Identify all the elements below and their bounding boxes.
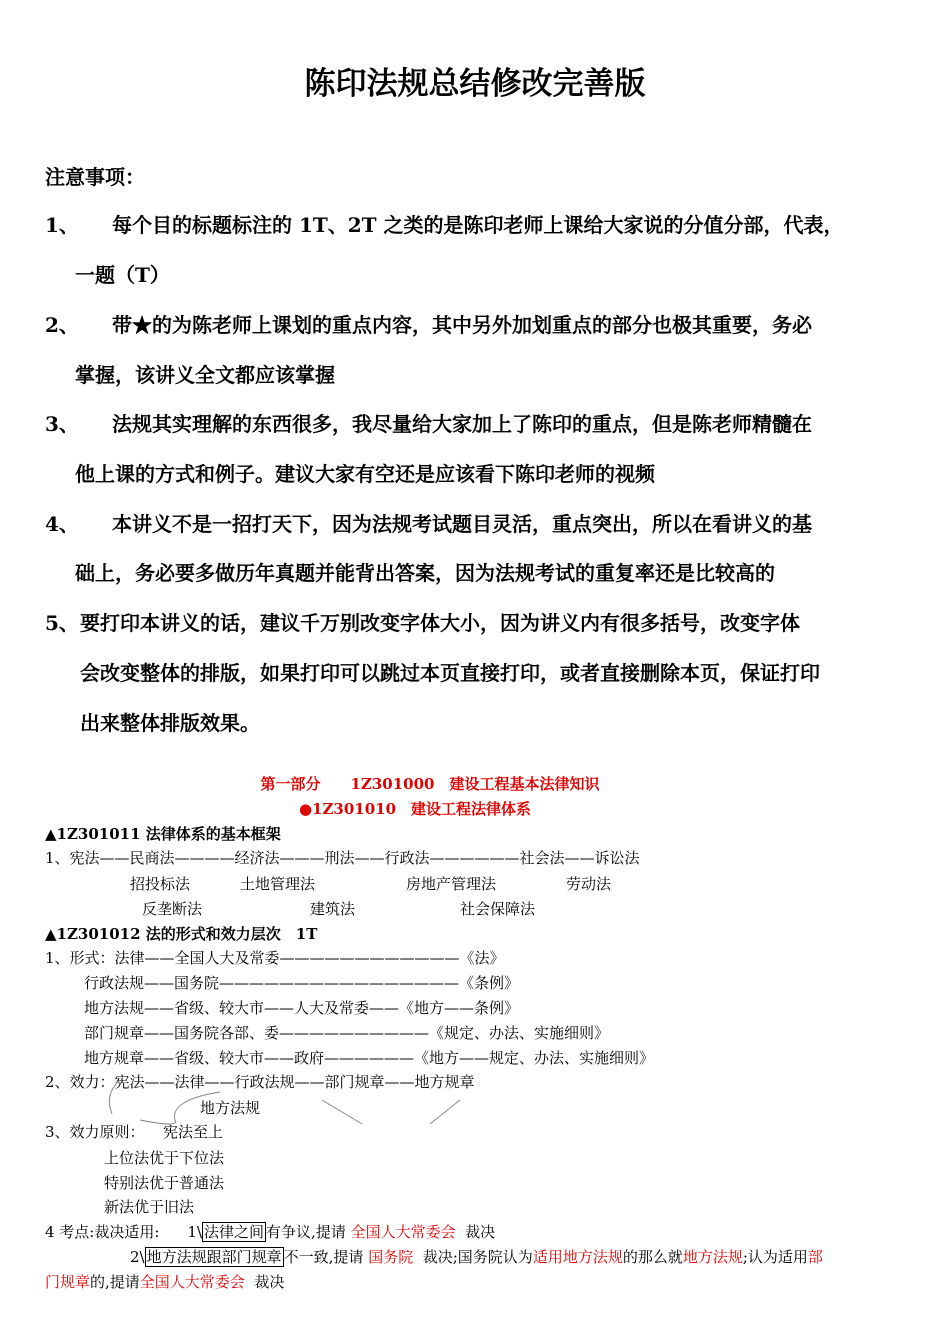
- boxed-term: 地方法规跟部门规章: [146, 1248, 282, 1266]
- note-text: 他上课的方式和例子。建议大家有空还是应该看下陈印老师的视频: [75, 462, 655, 486]
- chapter-heading: ●1Z301010 建设工程法律体系: [298, 800, 532, 818]
- kaodian-text: 不一致,提请: [283, 1248, 364, 1266]
- effect-line: 2、效力：宪法——法律——行政法规——部门规章——地方规章: [45, 1073, 475, 1091]
- form-line: 1、形式：法律——全国人大及常委————————————《法》: [45, 949, 505, 967]
- kaodian-line: [45, 1272, 284, 1292]
- note-text: 掌握，该讲义全文都应该掌握: [75, 363, 335, 387]
- note-text: 本讲义不是一招打天下，因为法规考试题目灵活，重点突出，所以在看讲义的基: [112, 512, 812, 536]
- law-name: 劳动法: [566, 875, 612, 893]
- highlight-term: 部: [807, 1248, 823, 1266]
- kaodian-text: 的,提请: [90, 1273, 140, 1291]
- section-heading: ▲1Z301012 法的形式和效力层次 1T: [45, 925, 318, 943]
- kaodian-line: [130, 1247, 823, 1267]
- law-name: 房地产管理法: [406, 875, 497, 893]
- law-name: 建筑法: [310, 900, 356, 918]
- note-text: 础上，务必要多做历年真题并能背出答案，因为法规考试的重复率还是比较高的: [75, 561, 775, 585]
- kaodian-label: 4 考点:裁决适用:: [45, 1223, 160, 1241]
- principle-item: 上位法优于下位法: [104, 1149, 225, 1167]
- law-name: 反垄断法: [142, 900, 203, 918]
- principle-item: 新法优于旧法: [104, 1198, 195, 1216]
- kaodian-line: [45, 1222, 495, 1242]
- form-line: 地方规章——省级、较大市——政府——————《地方——规定、办法、实施细则》: [84, 1049, 655, 1067]
- note-text: 要打印本讲义的话，建议千万别改变字体大小，因为讲义内有很多括号，改变字体: [80, 611, 800, 635]
- principle-label: 3、效力原则：: [45, 1123, 145, 1141]
- note-number: 2、: [45, 313, 79, 337]
- kaodian-text: 的那么就: [622, 1248, 683, 1266]
- effect-sub: 地方法规: [200, 1099, 261, 1117]
- kaodian-text: ;认为适用: [742, 1248, 808, 1266]
- note-text: 法规其实理解的东西很多，我尽量给大家加上了陈印的重点，但是陈老师精髓在: [112, 412, 812, 436]
- kaodian-text: 裁决: [465, 1223, 496, 1241]
- law-name: 土地管理法: [240, 875, 316, 893]
- item-number: 1\: [187, 1223, 203, 1241]
- note-text: 出来整体排版效果。: [80, 711, 260, 735]
- notes-heading: 注意事项：: [45, 165, 145, 189]
- kaodian-text: 裁决;国务院认为: [422, 1248, 533, 1266]
- kaodian-text: 有争议,提请: [266, 1223, 346, 1241]
- part-heading: 第一部分 1Z301000 建设工程基本法律知识: [260, 775, 600, 793]
- item-number: 2\: [130, 1248, 145, 1266]
- highlight-term: 门规章: [45, 1273, 91, 1291]
- page-title: 陈印法规总结修改完善版: [304, 66, 646, 102]
- hierarchy-connector-lines: [100, 1072, 480, 1128]
- highlight-term: 地方法规: [682, 1248, 743, 1266]
- note-text: 会改变整体的排版，如果打印可以跳过本页直接打印，或者直接删除本页，保证打印: [80, 661, 820, 685]
- highlight-term: 适用地方法规: [532, 1248, 623, 1266]
- principle-item: 宪法至上: [163, 1123, 224, 1141]
- kaodian-text: 裁决: [254, 1273, 285, 1291]
- note-number: 4、: [45, 512, 79, 536]
- highlight-term: 全国人大常委会: [350, 1223, 456, 1241]
- section-heading: ▲1Z301011 法律体系的基本框架: [45, 825, 281, 843]
- highlight-term: 全国人大常委会: [139, 1273, 245, 1291]
- law-framework-line: 1、宪法——民商法————经济法———刑法——行政法——————社会法——诉讼法: [45, 849, 640, 867]
- principle-item: 特别法优于普通法: [104, 1174, 225, 1192]
- note-number: 5、: [45, 611, 79, 635]
- form-line: 部门规章——国务院各部、委——————————《规定、办法、实施细则》: [84, 1024, 610, 1042]
- boxed-term: 法律之间: [204, 1223, 265, 1241]
- note-text: 一题（T）: [75, 263, 170, 287]
- note-number: 1、: [45, 213, 79, 237]
- form-line: 行政法规——国务院————————————————《条例》: [84, 974, 520, 992]
- law-name: 社会保障法: [460, 900, 536, 918]
- note-number: 3、: [45, 412, 79, 436]
- note-text: 带★的为陈老师上课划的重点内容，其中另外加划重点的部分也极其重要，务必: [112, 313, 812, 337]
- form-line: 地方法规——省级、较大市——人大及常委——《地方——条例》: [84, 999, 520, 1017]
- law-name: 招投标法: [130, 875, 191, 893]
- highlight-term: 国务院: [368, 1248, 414, 1266]
- note-text: 每个目的标题标注的 1T、2T 之类的是陈印老师上课给大家说的分值分部，代表，: [112, 213, 844, 237]
